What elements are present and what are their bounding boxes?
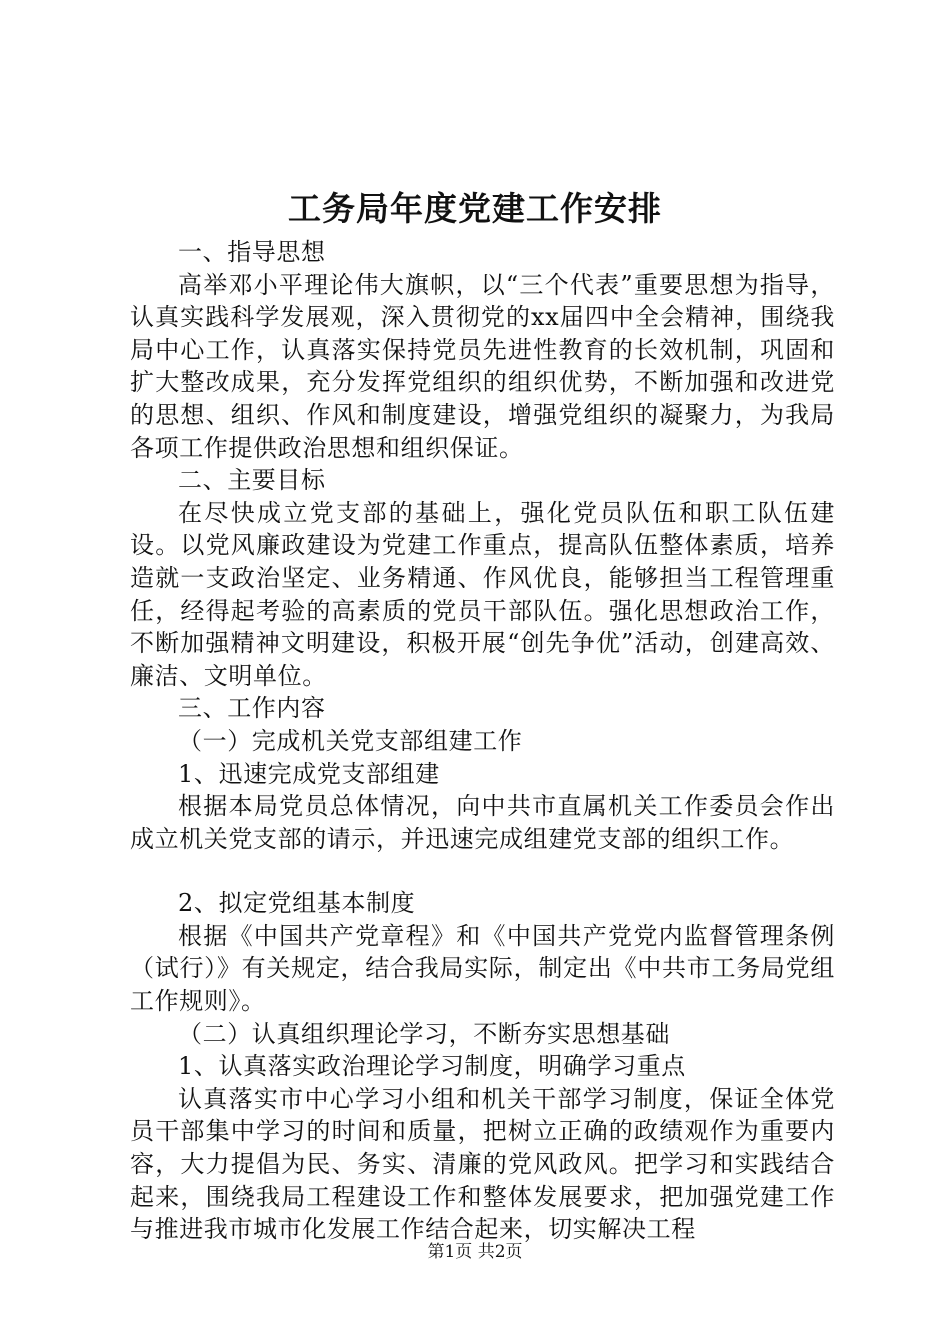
paragraph-main-goals: 在尽快成立党支部的基础上，强化党员队伍和职工队伍建设。以党风廉政建设为党建工作重点，提高队伍整体素质，培养造就一支政治坚定、业务精通、作风优良，能够担当工程管理重任，经得起考验的高素质的党员干部队伍。强化思想政治工作，不断加强精神文明建设，积极开展“创先争优”活动，创建高效、廉洁、文明单位。: [130, 498, 835, 690]
paragraph-study-system: 认真落实市中心学习小组和机关干部学习制度，保证全体党员干部集中学习的时间和质量，把树立正确的政绩观作为重要内容，大力提倡为民、务实、清廉的党风政风。把学习和实践结合起来，围绕我局工程建设工作和整体发展要求，把加强党建工作与推进我市城市化发展工作结合起来，切实解决工程: [130, 1084, 835, 1244]
document-title: 工务局年度党建工作安排: [288, 189, 662, 228]
document-body: [130, 236, 835, 1246]
paragraph-draft-rules: 根据《中国共产党章程》和《中国共产党党内监督管理条例（试行）》有关规定，结合我局实际，制定出《中共市工务局党组工作规则》。: [130, 921, 835, 1016]
item-heading-complete-branch: 1、迅速完成党支部组建: [178, 759, 440, 788]
item-heading-draft-rules: 2、拟定党组基本制度: [178, 889, 416, 918]
subsection-heading-branch-setup: （一）完成机关党支部组建工作: [178, 726, 523, 755]
paragraph-complete-branch: 根据本局党员总体情况，向中共市直属机关工作委员会作出成立机关党支部的请示，并迅速完成组建党支部的组织工作。: [130, 792, 835, 853]
section-heading-main-goals: 二、主要目标: [178, 466, 326, 495]
section-heading-work-content: 三、工作内容: [178, 694, 326, 723]
page-footer: 第1页 共2页: [427, 1242, 523, 1262]
section-heading-guiding-ideology: 一、指导思想: [178, 238, 326, 266]
item-heading-study-system: 1、认真落实政治理论学习制度，明确学习重点: [178, 1052, 686, 1081]
paragraph-guiding-ideology: 高举邓小平理论伟大旗帜，以“三个代表”重要思想为指导，认真实践科学发展观，深入贯彻党的xx届四中全会精神，围绕我局中心工作，认真落实保持党员先进性教育的长效机制，巩固和扩大整改成果，充分发挥党组织的组织优势，不断加强和改进党的思想、组织、作风和制度建设，增强党组织的凝聚力，为我局各项工作提供政治思想和组织保证。: [130, 270, 835, 462]
subsection-heading-theory-study: （二）认真组织理论学习，不断夯实思想基础: [178, 1019, 670, 1048]
